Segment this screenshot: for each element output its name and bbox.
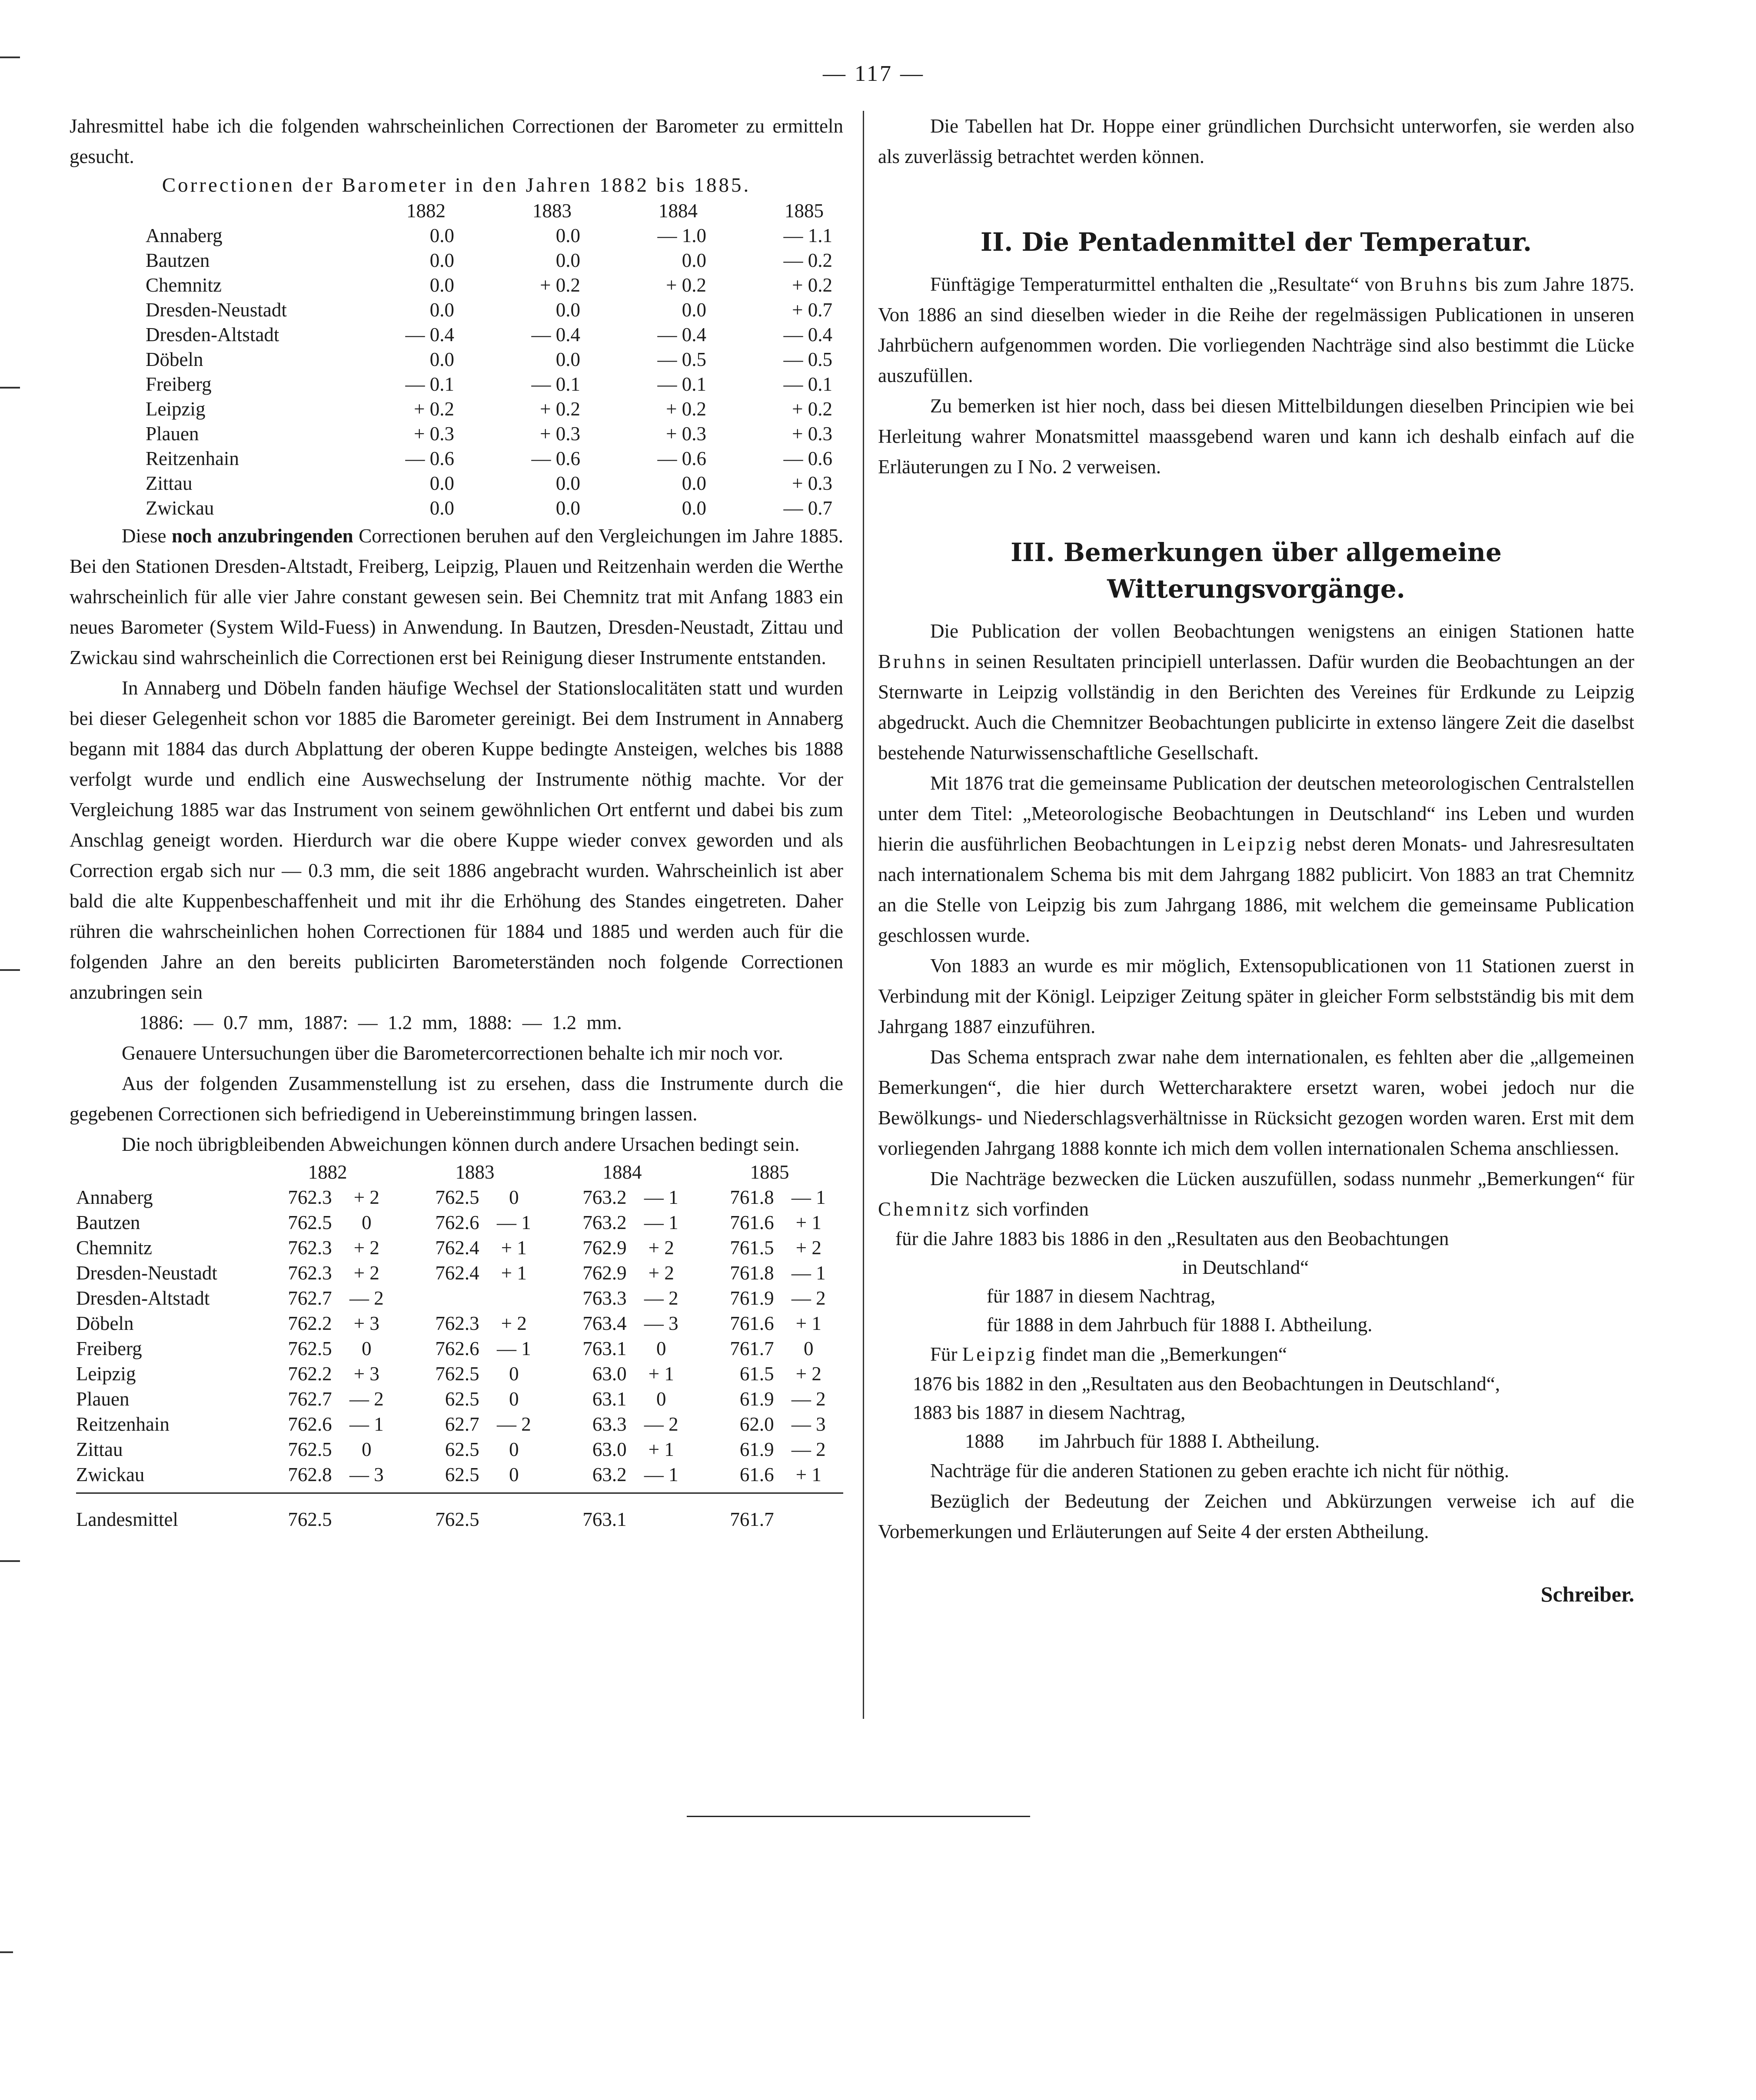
correction-value: + 0.3	[792, 472, 832, 494]
pressure-value: 61.9	[739, 1388, 774, 1410]
deviation-value: — 1	[791, 1186, 826, 1208]
table-row	[76, 1412, 843, 1437]
margin-mark	[0, 1951, 13, 1953]
station-name: Reitzenhain	[76, 1413, 170, 1435]
deviation-value: + 2	[648, 1262, 674, 1284]
person-name: Bruhns	[1400, 273, 1470, 295]
paragraph-1876	[878, 768, 1634, 950]
year-header: 1882	[308, 1161, 347, 1183]
deviation-value: — 1	[496, 1212, 531, 1233]
deviation-value: 0	[362, 1439, 372, 1460]
pressure-value: 62.0	[739, 1413, 774, 1435]
pressure-value: 762.6	[288, 1413, 332, 1435]
year-header: 1882	[406, 200, 446, 222]
pressure-value: 62.7	[445, 1413, 479, 1435]
deviation-value: — 2	[644, 1413, 678, 1435]
table-row	[146, 372, 832, 397]
pressure-value: 762.7	[288, 1388, 332, 1410]
station-name: Chemnitz	[76, 1237, 152, 1259]
station-name: Leipzig	[76, 1363, 136, 1385]
correction-value: 0.0	[429, 274, 454, 296]
correction-value: 0.0	[429, 299, 454, 321]
total-value: 763.1	[582, 1509, 627, 1530]
text-run: in seinen Resultaten principiell unterlassen. Dafür wurden die Beobachtungen an der Sternwarte in Leipzig vollständig in den Berichten des Vereines für Erdkunde zu Leipzig abgedruckt. Auch die Chemnitzer Beobachtungen publicirte in extenso längere Zeit die daselbst bestehende Naturwissenschaftliche Gesellschaft.	[878, 651, 1634, 764]
list-item: 1876 bis 1882 in den „Resultaten aus den Beobachtungen in Deutschland“,	[913, 1373, 1500, 1395]
corrections-equation: 1886: — 0.7 mm, 1887: — 1.2 mm, 1888: — 1.2 mm.	[139, 1012, 622, 1033]
correction-value: — 0.6	[783, 448, 832, 469]
deviation-value: + 2	[353, 1237, 379, 1259]
emphasis: noch anzubringenden	[172, 525, 353, 547]
pressure-value: 761.8	[730, 1186, 774, 1208]
station-name: Bautzen	[76, 1212, 140, 1233]
year-header: 1883	[455, 1161, 495, 1183]
paragraph-annaberg: In Annaberg und Döbeln fanden häufige Wechsel der Stationslocalitäten statt und wurden bei dieser Gelegenheit schon vor 1885 die Barometer gereinigt. Bei dem Instrument in Annaberg begann mit 1884 das durch Abplattung der oberen Kuppe bedingte Ansteigen, welches bis 1888 verfolgt wurde und endlich eine Auswechselung der Instrumente nöthig machte. Vor der Vergleichung 1885 war das Instrument von seinem gewöhnlichen Ort entfernt und dabei bis zum Anschlag geneigt worden. Hierdurch war die obere Kuppe wieder convex geworden und als Correction ergab sich nur — 0.3 mm, die seit 1886 angebracht wurden. Wahrscheinlich ist aber bald die alte Kuppenbeschaffenheit und mit ihr die Erhöhung des Standes eingetreten. Daher rühren die wahrscheinlichen hohen Correctionen für 1884 und 1885 und werden auch für die folgenden Jahre an den bereits publicirten Barometerständen noch folgende Correctionen anzubringen sein	[70, 677, 843, 1003]
correction-value: + 0.2	[540, 398, 580, 420]
station-name: Chemnitz	[146, 274, 222, 296]
pressure-value: 762.9	[582, 1262, 627, 1284]
deviation-value: + 2	[501, 1312, 527, 1334]
pressure-value: 763.4	[582, 1312, 627, 1334]
page-number: — 117 —	[822, 61, 925, 86]
deviation-value: — 1	[644, 1464, 678, 1485]
correction-value: — 0.5	[657, 349, 706, 370]
paragraph-other-stations: Nachträge für die anderen Stationen zu geben erachte ich nicht für nöthig.	[930, 1460, 1509, 1482]
deviation-value: 0	[509, 1464, 519, 1485]
correction-value: 0.0	[555, 299, 580, 321]
table-row	[76, 1336, 843, 1361]
total-value: 762.5	[288, 1509, 332, 1530]
year-header: 1883	[532, 200, 572, 222]
total-row	[76, 1493, 843, 1532]
station-name: Dresden-Altstadt	[76, 1287, 210, 1309]
pressure-value: 762.5	[288, 1439, 332, 1460]
paragraph-leipzig	[878, 1339, 1634, 1369]
pressure-value: 762.6	[435, 1338, 479, 1359]
deviation-value: — 2	[791, 1287, 826, 1309]
deviation-value: — 2	[349, 1287, 384, 1309]
deviation-value: — 3	[349, 1464, 384, 1485]
pressure-value: 63.1	[592, 1388, 627, 1410]
person-name: Bruhns	[878, 651, 948, 672]
table-row	[76, 1286, 843, 1311]
bottom-rule	[687, 1816, 1030, 1817]
station-name: Leipzig	[146, 398, 206, 420]
table-row	[146, 422, 832, 446]
corrections-header-row	[146, 199, 832, 223]
pressure-value: 63.2	[592, 1464, 627, 1485]
station-name: Plauen	[76, 1388, 130, 1410]
correction-value: — 0.4	[657, 324, 706, 346]
table-row	[76, 1361, 843, 1386]
pressure-value: 762.9	[582, 1237, 627, 1259]
station-name: Plauen	[146, 423, 199, 445]
year-header: 1884	[602, 1161, 642, 1183]
paragraph-further: Genauere Untersuchungen über die Barometercorrectionen behalte ich mir noch vor.	[122, 1042, 783, 1064]
table-row	[76, 1311, 843, 1336]
list-item: für 1887 in diesem Nachtrag,	[987, 1285, 1216, 1307]
correction-value: — 1.0	[657, 225, 706, 246]
corrections-title: Correctionen der Barometer in den Jahren 1882 bis 1885.	[162, 174, 751, 196]
pressure-value: 762.5	[288, 1338, 332, 1359]
pressure-value: 762.3	[288, 1237, 332, 1259]
place-name: Leipzig	[962, 1343, 1038, 1365]
deviation-value: + 2	[795, 1363, 821, 1385]
pressure-value: 63.0	[592, 1363, 627, 1385]
right-column	[878, 111, 1634, 1607]
correction-value: + 0.3	[540, 423, 580, 445]
table-row	[146, 273, 832, 298]
text-run: findet man die „Bemerkungen“	[1037, 1343, 1287, 1365]
text-run: Für	[930, 1343, 962, 1365]
correction-value: — 0.1	[405, 373, 454, 395]
pressure-value: 63.3	[592, 1413, 627, 1435]
list-item: in Deutschland“	[1182, 1256, 1309, 1278]
deviation-value: + 1	[795, 1212, 821, 1233]
table-row	[146, 496, 832, 521]
list-item: 1883 bis 1887 in diesem Nachtrag,	[913, 1402, 1186, 1423]
text-run: Correctionen beruhen auf den Vergleichungen im Jahre 1885. Bei den Stationen Dresden-Altstadt, Freiberg, Leipzig, Plauen und Reitzenhain werden die Werthe wahrscheinlich für alle vier Jahre constant gewesen sein. Bei Chemnitz trat mit Anfang 1883 ein neues Barometer (System Wild-Fuess) in Anwendung. In Bautzen, Dresden-Neustadt, Zittau und Zwickau sind wahrscheinlich die Correctionen erst bei Reinigung dieser Instrumente entstanden.	[70, 525, 843, 668]
section-heading-pentads: II. Die Pentadenmittel der Temperatur.	[980, 227, 1532, 257]
table-row	[76, 1437, 843, 1462]
pressure-value: 763.2	[582, 1186, 627, 1208]
table-row	[76, 1210, 843, 1235]
pressure-value: 762.3	[288, 1186, 332, 1208]
place-name: Chemnitz	[878, 1198, 971, 1220]
pressure-value: 61.5	[739, 1363, 774, 1385]
station-name: Dresden-Neustadt	[146, 299, 287, 321]
station-name: Annaberg	[146, 225, 223, 246]
pressure-table	[76, 1160, 843, 1532]
deviation-value: — 2	[349, 1388, 384, 1410]
text-run: im Jahrbuch für 1888 I. Abtheilung.	[1039, 1430, 1320, 1452]
correction-value: 0.0	[555, 349, 580, 370]
pressure-value: 762.4	[435, 1237, 479, 1259]
pressure-value: 62.5	[445, 1464, 479, 1485]
total-value: 761.7	[730, 1509, 774, 1530]
deviation-value: — 2	[496, 1413, 531, 1435]
correction-value: — 0.1	[531, 373, 580, 395]
paragraph-schema: Das Schema entsprach zwar nahe dem internationalen, es fehlten aber die „allgemeinen Bemerkungen“, die hier durch Wettercharaktere ersetzt waren, wobei jedoch nur die Bewölkungs- und Niederschlagsverhältnisse in Rücksicht gezogen worden waren. Erst mit dem vorliegenden Jahrgang 1888 konnte ich mich dem vollen internationalen Schema anschliessen.	[878, 1046, 1634, 1159]
correction-value: — 0.5	[783, 349, 832, 370]
pressure-value: 761.5	[730, 1237, 774, 1259]
pressure-value	[401, 1286, 479, 1311]
deviation-value: + 1	[648, 1439, 674, 1460]
paragraph-1883: Von 1883 an wurde es mir möglich, Extensopublicationen von 11 Stationen zuerst in Verbindung mit der Königl. Leipziger Zeitung später in gleicher Form selbstständig bis mit dem Jahrgang 1887 einzuführen.	[878, 955, 1634, 1037]
pressure-value: 761.8	[730, 1262, 774, 1284]
text-run: Die Publication der vollen Beobachtungen wenigstens an einigen Stationen hatte	[930, 620, 1634, 642]
pressure-value: 762.2	[288, 1312, 332, 1334]
text-run: nebst deren Monats- und Jahresresultaten nach internationalem Schema bis mit dem Jahrgang 1882 publicirt. Von 1883 an trat Chemnitz an die Stelle von Leipzig bis zum Jahrgang 1886, mit welchem die gemeinsame Publication geschlossen wurde.	[878, 833, 1634, 946]
table-row	[76, 1185, 843, 1210]
correction-value: + 0.2	[540, 274, 580, 296]
corrections-table	[146, 199, 832, 521]
text-run: Fünftägige Temperaturmittel enthalten die „Resultate“ von	[930, 273, 1400, 295]
correction-value: — 0.4	[405, 324, 454, 346]
pressure-value: 761.7	[730, 1338, 774, 1359]
table-row	[146, 322, 832, 347]
deviation-value: — 2	[791, 1439, 826, 1460]
deviation-value: — 1	[496, 1338, 531, 1359]
text-run: Mit 1876 trat die gemeinsame Publication der deutschen meteorologischen Centralstellen unter dem Titel: „Meteorologische Beobachtungen in Deutschland“ ins Leben und wurden hierin die ausführlichen Beobachtungen in	[878, 772, 1634, 855]
deviation-value: + 2	[353, 1262, 379, 1284]
correction-value: + 0.3	[414, 423, 454, 445]
margin-mark	[0, 56, 20, 58]
table-row	[76, 1260, 843, 1286]
correction-value: + 0.3	[666, 423, 706, 445]
table-row	[146, 446, 832, 471]
deviation-value: 0	[509, 1363, 519, 1385]
year-header: 1885	[750, 1161, 789, 1183]
pressure-value: 62.5	[445, 1388, 479, 1410]
text-run: sich vorfinden	[971, 1198, 1089, 1220]
paragraph-symbols: Bezüglich der Bedeutung der Zeichen und Abkürzungen verweise ich auf die Vorbemerkungen und Erläuterungen auf Seite 4 der ersten Abtheilung.	[878, 1490, 1634, 1542]
pressure-value: 761.6	[730, 1312, 774, 1334]
table-rule	[76, 1487, 843, 1493]
deviation-value: + 1	[501, 1237, 527, 1259]
pressure-value: 761.6	[730, 1212, 774, 1233]
pressure-value: 762.5	[288, 1212, 332, 1233]
deviation-value: + 2	[648, 1237, 674, 1259]
table-row	[146, 298, 832, 322]
correction-value: — 0.6	[531, 448, 580, 469]
pressure-value: 762.3	[288, 1262, 332, 1284]
correction-value: + 0.2	[792, 398, 832, 420]
correction-value: + 0.7	[792, 299, 832, 321]
deviation-value: 0	[509, 1388, 519, 1410]
paragraph-nachtraege	[878, 1163, 1634, 1224]
list-item: für die Jahre 1883 bis 1886 in den „Resultaten aus den Beobachtungen	[895, 1228, 1449, 1249]
station-name: Freiberg	[76, 1338, 142, 1359]
correction-value: + 0.2	[414, 398, 454, 420]
intro-paragraph: Jahresmittel habe ich die folgenden wahrscheinlichen Correctionen der Barometer zu ermitteln gesucht.	[70, 115, 843, 167]
pressure-value: 763.1	[582, 1338, 627, 1359]
margin-mark	[0, 1560, 20, 1562]
correction-value: + 0.2	[666, 274, 706, 296]
deviation-value: 0	[362, 1212, 372, 1233]
correction-value: 0.0	[555, 472, 580, 494]
paragraph-tables-checked: Die Tabellen hat Dr. Hoppe einer gründlichen Durchsicht unterworfen, sie werden also als zuverlässig betrachtet werden können.	[878, 115, 1634, 167]
correction-value: + 0.3	[792, 423, 832, 445]
correction-value: 0.0	[682, 472, 706, 494]
deviation-value: + 1	[501, 1262, 527, 1284]
station-name: Zwickau	[146, 497, 214, 519]
correction-value: — 0.4	[531, 324, 580, 346]
pressure-value: 762.7	[288, 1287, 332, 1309]
correction-value: — 0.4	[783, 324, 832, 346]
deviation-value: — 2	[644, 1287, 678, 1309]
text-run: Die Nachträge bezwecken die Lücken auszufüllen, sodass nunmehr „Bemerkungen“ für	[930, 1168, 1634, 1190]
year-header: 1885	[785, 200, 824, 222]
deviation-value: + 1	[648, 1363, 674, 1385]
text-run: bis zum Jahre 1875. Von 1886 an sind dieselben wieder in die Reihe der regelmässigen Publicationen in unseren Jahrbüchern aufgenommen worden. Die vorliegenden Nachträge sind also bestimmt die Lücke auszufüllen.	[878, 273, 1634, 386]
correction-value: 0.0	[682, 249, 706, 271]
station-name: Bautzen	[146, 249, 210, 271]
column-divider	[863, 111, 864, 1719]
correction-value: 0.0	[555, 225, 580, 246]
pressure-value: 61.9	[739, 1439, 774, 1460]
station-name: Zittau	[146, 472, 193, 494]
pressure-value: 762.5	[435, 1363, 479, 1385]
deviation-value: 0	[362, 1338, 372, 1359]
margin-mark	[0, 387, 20, 389]
pressure-value: 762.8	[288, 1464, 332, 1485]
table-row	[76, 1462, 843, 1487]
correction-value: 0.0	[429, 349, 454, 370]
station-name: Zwickau	[76, 1464, 145, 1485]
deviation-value: 0	[804, 1338, 814, 1359]
station-name: Dresden-Altstadt	[146, 324, 279, 346]
section-heading-remarks: III. Bemerkungen über allgemeine Witterungsvorgänge.	[1011, 538, 1502, 604]
station-name: Reitzenhain	[146, 448, 239, 469]
deviation-value: + 2	[795, 1237, 821, 1259]
correction-value: 0.0	[555, 249, 580, 271]
paragraph-publication	[878, 616, 1634, 768]
left-column	[70, 111, 843, 1532]
deviation-value: — 1	[644, 1186, 678, 1208]
correction-value: 0.0	[429, 497, 454, 519]
list-item: für 1888 in dem Jahrbuch für 1888 I. Abtheilung.	[987, 1314, 1373, 1336]
deviation-value: 0	[509, 1186, 519, 1208]
station-name: Döbeln	[146, 349, 203, 370]
deviation-value: 0	[509, 1439, 519, 1460]
total-value: 762.5	[435, 1509, 479, 1530]
pressure-value: 61.6	[739, 1464, 774, 1485]
deviation-value: + 1	[795, 1464, 821, 1485]
table-row	[146, 248, 832, 273]
correction-value: 0.0	[555, 497, 580, 519]
place-name: Leipzig	[1223, 833, 1298, 855]
correction-value: — 0.6	[657, 448, 706, 469]
correction-value: + 0.2	[792, 274, 832, 296]
pressure-value: 62.5	[445, 1439, 479, 1460]
deviation-value: — 3	[791, 1413, 826, 1435]
deviation-value: + 3	[353, 1363, 379, 1385]
margin-mark	[0, 969, 20, 971]
correction-value: + 0.2	[666, 398, 706, 420]
deviation-value: 0	[656, 1338, 666, 1359]
paragraph-principles: Zu bemerken ist hier noch, dass bei diesen Mittelbildungen dieselben Principien wie bei Herleitung wahrer Monatsmittel maassgebend waren und kann ich deshalb einfach auf die Erläuterungen zu I No. 2 verweisen.	[878, 395, 1634, 478]
pressure-value: 762.2	[288, 1363, 332, 1385]
deviation-value: — 1	[791, 1262, 826, 1284]
deviation-value: 0	[656, 1388, 666, 1410]
year-header: 1884	[658, 200, 698, 222]
deviation-value: + 1	[795, 1312, 821, 1334]
correction-value: 0.0	[682, 497, 706, 519]
total-label: Landesmittel	[76, 1509, 178, 1530]
pressure-value: 762.5	[435, 1186, 479, 1208]
station-name: Freiberg	[146, 373, 212, 395]
deviation-value: — 1	[644, 1212, 678, 1233]
correction-value: — 0.7	[783, 497, 832, 519]
pressure-value: 763.3	[582, 1287, 627, 1309]
pressure-value: 762.3	[435, 1312, 479, 1334]
table-row	[76, 1235, 843, 1260]
correction-value: — 0.1	[657, 373, 706, 395]
correction-value: — 0.2	[783, 249, 832, 271]
paragraph-comparison: Aus der folgenden Zusammenstellung ist zu ersehen, dass die Instrumente durch die gegebenen Correctionen sich befriedigend in Uebereinstimmung bringen lassen.	[70, 1073, 843, 1125]
table-row	[146, 471, 832, 496]
deviation-value: + 2	[353, 1186, 379, 1208]
pressure-value: 63.0	[592, 1439, 627, 1460]
signature: Schreiber.	[1540, 1582, 1634, 1606]
correction-value: 0.0	[429, 225, 454, 246]
correction-value: — 0.1	[783, 373, 832, 395]
correction-value: 0.0	[429, 249, 454, 271]
deviation-value: — 2	[791, 1388, 826, 1410]
pressure-header-row	[76, 1160, 843, 1185]
text-run: 1888	[965, 1430, 1004, 1452]
station-name: Döbeln	[76, 1312, 134, 1334]
pressure-value: 762.6	[435, 1212, 479, 1233]
deviation-value: — 3	[644, 1312, 678, 1334]
paragraph-deviations: Die noch übrigbleibenden Abweichungen können durch andere Ursachen bedingt sein.	[122, 1133, 800, 1155]
table-row	[146, 397, 832, 422]
pressure-value: 763.2	[582, 1212, 627, 1233]
table-row	[146, 223, 832, 248]
list-item	[878, 1427, 1634, 1455]
station-name: Annaberg	[76, 1186, 153, 1208]
text-run: Diese	[122, 525, 172, 547]
paragraph-corrections-basis	[70, 521, 843, 673]
correction-value: — 1.1	[783, 225, 832, 246]
deviation-value	[479, 1286, 549, 1311]
paragraph-pentads	[878, 269, 1634, 391]
correction-value: — 0.6	[405, 448, 454, 469]
correction-value: 0.0	[429, 472, 454, 494]
station-name: Zittau	[76, 1439, 123, 1460]
station-name: Dresden-Neustadt	[76, 1262, 217, 1284]
table-row	[146, 347, 832, 372]
pressure-value: 761.9	[730, 1287, 774, 1309]
pressure-value: 762.4	[435, 1262, 479, 1284]
table-row	[76, 1386, 843, 1412]
deviation-value: — 1	[349, 1413, 384, 1435]
correction-value: 0.0	[682, 299, 706, 321]
deviation-value: + 3	[353, 1312, 379, 1334]
